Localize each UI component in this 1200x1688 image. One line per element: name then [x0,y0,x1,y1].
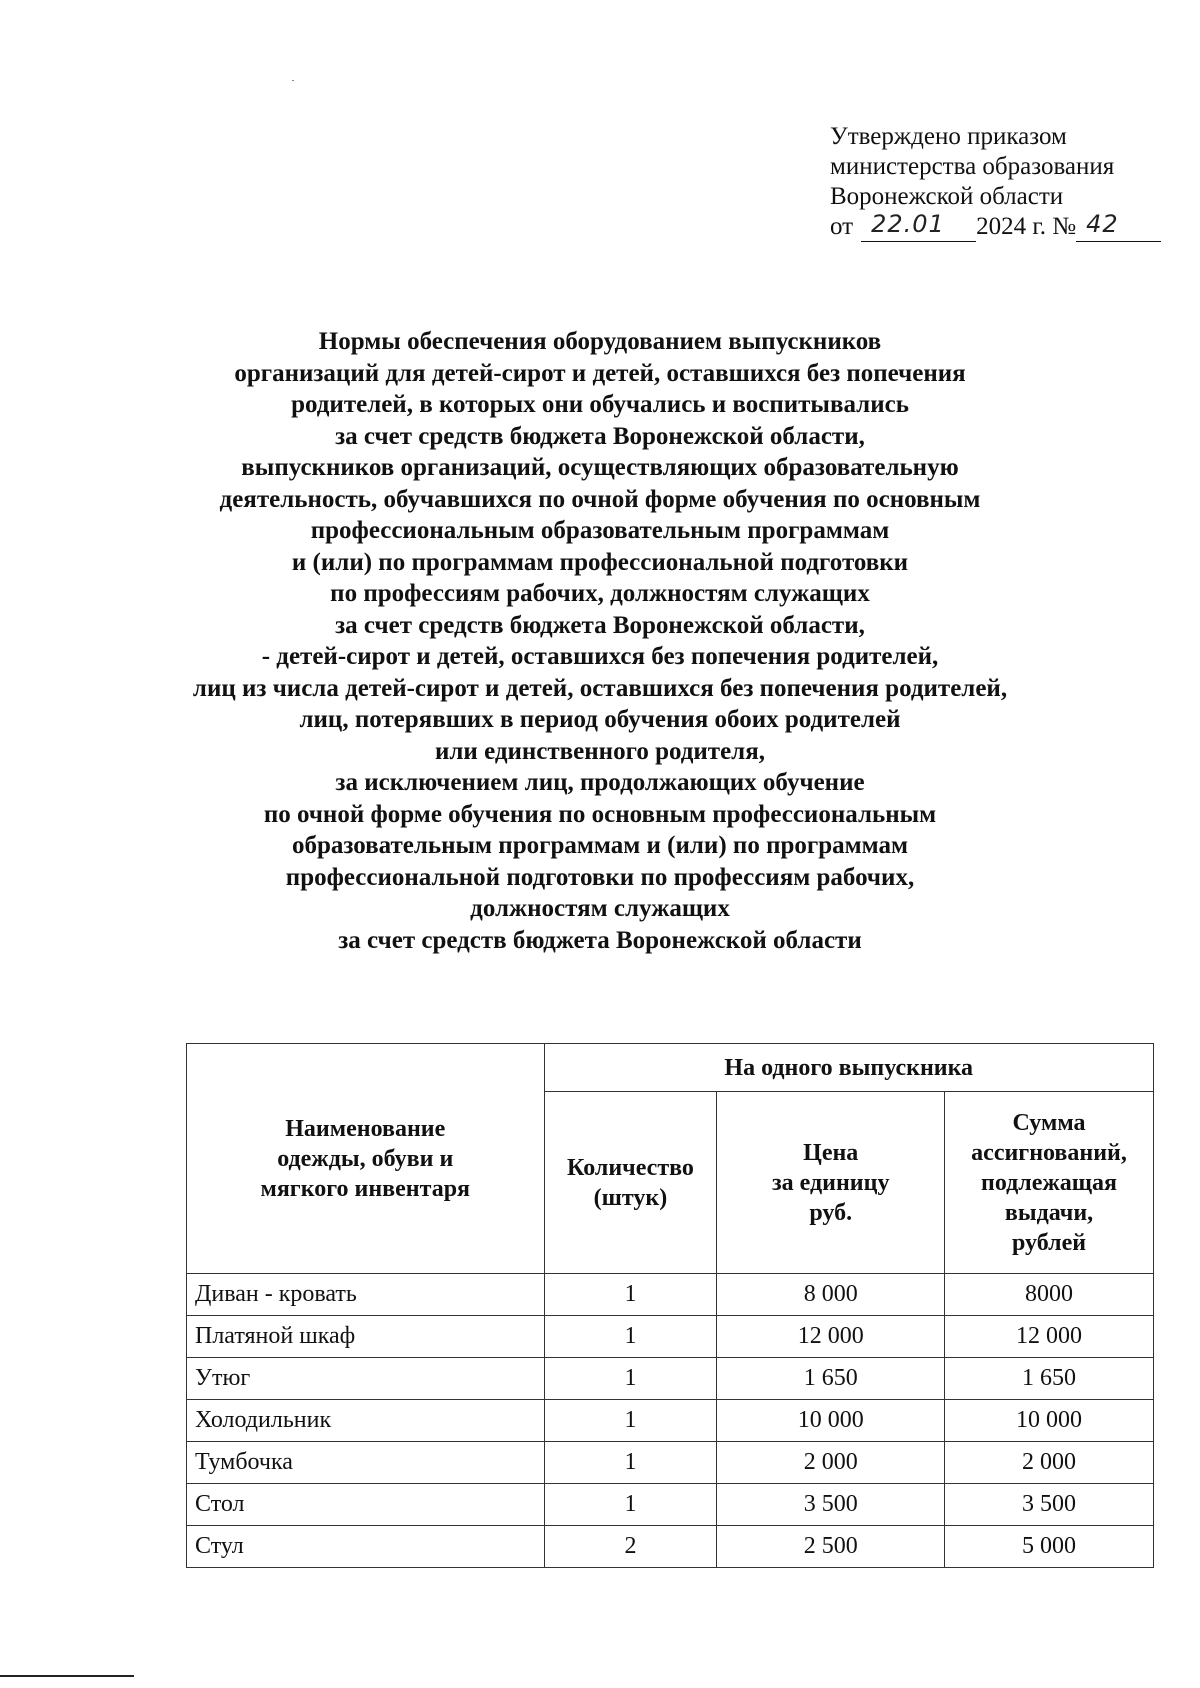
title-line: или единственного родителя, [435,737,765,765]
quantity-cell: 1 [544,1316,717,1358]
quantity-cell: 1 [544,1484,717,1526]
table-body [187,1274,1154,1568]
title-line: профессиональным образовательным программам [310,517,890,544]
header-per-graduate: На одного выпускника [544,1044,1154,1092]
sum-cell: 3 500 [945,1484,1154,1526]
approval-line-2: министерства образования [830,153,1115,180]
date-prefix: от [830,213,854,240]
sum-cell: 1 650 [945,1358,1154,1400]
title-line: профессиональной подготовки по профессиям рабочих, [285,863,915,891]
handwritten-date: 22.01 [871,210,945,238]
title-line: родителей, в которых они обучались и воспитывались [291,391,909,418]
header-line: Количество [567,1154,694,1181]
header-line: руб. [809,1199,853,1226]
title-line: образовательным программам и (или) по программам [291,832,909,859]
header-total-sum [945,1092,1154,1274]
title-line: организаций для детей-сирот и детей, оставшихся без попечения [234,359,966,387]
sum-cell: 12 000 [945,1316,1154,1358]
item-name-cell: Утюг [187,1358,545,1400]
price-cell: 2 000 [717,1442,945,1484]
title-line: за исключением лиц, продолжающих обучение [335,769,865,796]
header-line: ассигнований, [971,1139,1127,1166]
price-cell: 1 650 [717,1358,945,1400]
table-row [187,1526,1154,1568]
bottom-rule [0,1675,134,1677]
header-item-name [187,1044,545,1274]
table-row [187,1316,1154,1358]
sum-cell: 2 000 [945,1442,1154,1484]
approval-line-1: Утверждено приказом [830,123,1067,150]
title-line: лиц из числа детей-сирот и детей, оставшихся без попечения родителей, [192,674,1008,702]
item-name-cell: Платяной шкаф [187,1316,545,1358]
sum-cell: 5 000 [945,1526,1154,1568]
title-line: за счет средств бюджета Воронежской области, [335,422,865,450]
table-row [187,1484,1154,1526]
approval-line-3: Воронежской области [830,183,1064,210]
title-line: должностям служащих [470,895,730,922]
table-row [187,1400,1154,1442]
handwritten-number: 42 [1086,210,1119,238]
header-line: за единицу [772,1169,890,1196]
quantity-cell: 1 [544,1442,717,1484]
price-cell: 8 000 [717,1274,945,1316]
item-name-cell: Стол [187,1484,545,1526]
price-cell: 10 000 [717,1400,945,1442]
header-line: одежды, обуви и [277,1145,454,1172]
approval-date-line [830,212,1170,242]
header-line: Сумма [1012,1109,1086,1136]
title-line: - детей-сирот и детей, оставшихся без попечения родителей, [261,643,939,670]
title-line: деятельность, обучавшихся по очной форме обучения по основным [219,485,981,513]
quantity-cell: 1 [544,1274,717,1316]
title-line: за счет средств бюджета Воронежской области, [335,611,865,639]
table-row [187,1274,1154,1316]
header-unit-price [717,1092,945,1274]
year-suffix: 2024 г. № [976,213,1077,240]
item-name-cell: Холодильник [187,1400,545,1442]
header-line: мягкого инвентаря [260,1175,471,1202]
quantity-cell: 2 [544,1526,717,1568]
header-line: (штук) [593,1184,668,1211]
price-cell: 3 500 [717,1484,945,1526]
scan-speck [292,80,294,81]
quantity-cell: 1 [544,1400,717,1442]
item-name-cell: Диван - кровать [187,1274,545,1316]
quantity-cell: 1 [544,1358,717,1400]
item-name-cell: Стул [187,1526,545,1568]
item-name-cell: Тумбочка [187,1442,545,1484]
document-title [150,326,1050,956]
number-blank [1076,210,1161,242]
header-line: подлежащая [981,1169,1118,1196]
title-line: и (или) по программам профессиональной подготовки [291,548,909,576]
table-row [187,1358,1154,1400]
sum-cell: 8000 [945,1274,1154,1316]
sum-cell: 10 000 [945,1400,1154,1442]
title-line: по профессиям рабочих, должностям служащих [330,580,870,607]
price-cell: 2 500 [717,1526,945,1568]
title-line: выпускников организаций, осуществляющих образовательную [241,454,959,481]
header-line: Наименование [285,1115,446,1142]
title-line: лиц, потерявших в период обучения обоих родителей [299,706,901,733]
header-quantity [544,1092,717,1274]
norms-table [186,1043,1154,1568]
title-line: за счет средств бюджета Воронежской области [338,926,862,954]
title-line: по очной форме обучения по основным профессиональным [263,800,937,828]
date-blank [861,210,976,242]
header-line: выдачи, [1004,1199,1094,1226]
title-line: Нормы обеспечения оборудованием выпускников [318,328,882,355]
price-cell: 12 000 [717,1316,945,1358]
header-line: рублей [1012,1229,1087,1256]
approval-stamp [830,122,1170,242]
table-row [187,1442,1154,1484]
header-line: Цена [803,1139,859,1166]
